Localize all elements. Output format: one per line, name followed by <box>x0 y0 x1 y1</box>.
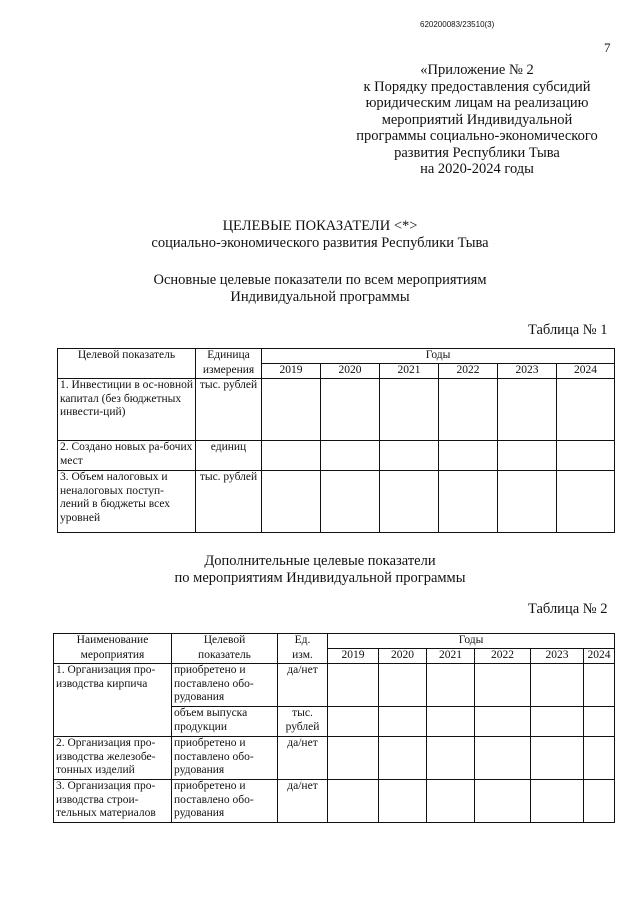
value-cell <box>584 780 615 823</box>
event-cell: 2. Организация про-изводства железобе-тонных изделий <box>54 737 172 780</box>
year-header: 2022 <box>439 364 498 379</box>
value-cell <box>584 737 615 780</box>
column-header-years: Годы <box>262 349 615 364</box>
indicator-cell: 3. Объем налоговых и неналоговых поступ-лений в бюджеты всех уровней <box>58 471 196 533</box>
year-header: 2021 <box>427 649 475 664</box>
value-cell <box>262 379 321 441</box>
value-cell <box>557 471 615 533</box>
heading-line: Основные целевые показатели по всем мероприятиям <box>153 272 487 288</box>
value-cell <box>475 780 531 823</box>
unit-cell: да/нет <box>278 737 328 780</box>
unit-cell: единиц <box>196 441 262 471</box>
value-cell <box>328 664 379 707</box>
value-cell <box>328 780 379 823</box>
year-header: 2024 <box>584 649 615 664</box>
column-header-event-cont: мероприятия <box>54 649 172 664</box>
value-cell <box>498 471 557 533</box>
value-cell <box>427 707 475 737</box>
table-row <box>58 441 615 471</box>
value-cell <box>557 379 615 441</box>
value-cell <box>379 780 427 823</box>
annex-line: на 2020-2024 годы <box>420 161 534 177</box>
value-cell <box>557 441 615 471</box>
table-2 <box>53 633 615 823</box>
title-line: ЦЕЛЕВЫЕ ПОКАЗАТЕЛИ <*> <box>222 218 418 234</box>
value-cell <box>427 780 475 823</box>
table-row <box>54 780 615 823</box>
value-cell <box>328 737 379 780</box>
year-header: 2023 <box>531 649 584 664</box>
document-number: 620200083/23510(3) <box>420 20 495 29</box>
annex-reference <box>320 62 634 178</box>
value-cell <box>531 780 584 823</box>
value-cell <box>427 737 475 780</box>
year-header: 2020 <box>321 364 380 379</box>
annex-line: программы социально-экономического <box>356 128 598 144</box>
value-cell <box>379 664 427 707</box>
event-cell: 1. Организация про-изводства кирпича <box>54 664 172 737</box>
column-header-indicator: Целевой <box>172 634 278 649</box>
value-cell <box>531 664 584 707</box>
indicator-cell: объем выпуска продукции <box>172 707 278 737</box>
heading-line: Дополнительные целевые показатели <box>204 553 436 569</box>
section1-heading <box>0 272 640 306</box>
table1-label: Таблица № 1 <box>528 322 608 338</box>
value-cell <box>584 707 615 737</box>
year-header: 2023 <box>498 364 557 379</box>
value-cell <box>321 379 380 441</box>
value-cell <box>584 664 615 707</box>
year-header: 2021 <box>380 364 439 379</box>
table-row <box>54 737 615 780</box>
event-cell: 3. Организация про-изводства строи-тельных материалов <box>54 780 172 823</box>
column-header-unit: Единица <box>196 349 262 364</box>
unit-cell: тыс. рублей <box>196 379 262 441</box>
column-header-unit: Ед. <box>278 634 328 649</box>
value-cell <box>439 441 498 471</box>
annex-line: к Порядку предоставления субсидий <box>363 78 591 95</box>
value-cell <box>379 737 427 780</box>
column-header-unit-cont: изм. <box>278 649 328 664</box>
unit-cell: тыс. рублей <box>278 707 328 737</box>
annex-line: юридическим лицам на реализацию <box>365 95 589 111</box>
value-cell <box>380 471 439 533</box>
value-cell <box>380 441 439 471</box>
annex-line: «Приложение № 2 <box>420 62 534 78</box>
table-row <box>54 664 615 707</box>
year-header: 2019 <box>262 364 321 379</box>
value-cell <box>427 664 475 707</box>
value-cell <box>475 737 531 780</box>
value-cell <box>328 707 379 737</box>
value-cell <box>531 737 584 780</box>
value-cell <box>379 707 427 737</box>
unit-cell: да/нет <box>278 780 328 823</box>
column-header-unit-cont: измерения <box>196 364 262 379</box>
table2-label: Таблица № 2 <box>528 601 608 617</box>
year-header: 2019 <box>328 649 379 664</box>
heading-line: по мероприятиям Индивидуальной программы <box>174 570 466 586</box>
table-1 <box>57 348 615 533</box>
value-cell <box>262 471 321 533</box>
document-title <box>0 218 640 252</box>
year-header: 2022 <box>475 649 531 664</box>
indicator-cell: 2. Создано новых ра-бочих мест <box>58 441 196 471</box>
year-header: 2020 <box>379 649 427 664</box>
indicator-cell: приобретено и поставлено обо-рудования <box>172 780 278 823</box>
value-cell <box>475 664 531 707</box>
column-header-years: Годы <box>328 634 615 649</box>
column-header-event: Наименование <box>54 634 172 649</box>
annex-line: мероприятий Индивидуальной <box>381 111 573 128</box>
indicator-cell: 1. Инвестиции в ос-новной капитал (без бюджетных инвести-ций) <box>58 379 196 441</box>
unit-cell: тыс. рублей <box>196 471 262 533</box>
heading-line: Индивидуальной программы <box>230 289 410 305</box>
value-cell <box>439 379 498 441</box>
page-number: 7 <box>604 40 611 55</box>
indicator-cell: приобретено и поставлено обо-рудования <box>172 664 278 707</box>
value-cell <box>439 471 498 533</box>
value-cell <box>531 707 584 737</box>
value-cell <box>321 441 380 471</box>
value-cell <box>498 441 557 471</box>
annex-line: развития Республики Тыва <box>394 144 560 161</box>
title-line: социально-экономического развития Республики Тыва <box>151 235 489 251</box>
value-cell <box>321 471 380 533</box>
indicator-cell: приобретено и поставлено обо-рудования <box>172 737 278 780</box>
column-header-indicator: Целевой показатель <box>58 349 196 379</box>
value-cell <box>498 379 557 441</box>
value-cell <box>262 441 321 471</box>
year-header: 2024 <box>557 364 615 379</box>
table-row <box>58 471 615 533</box>
section2-heading <box>0 553 640 587</box>
table-row <box>58 379 615 441</box>
column-header-indicator-cont: показатель <box>172 649 278 664</box>
value-cell <box>475 707 531 737</box>
unit-cell: да/нет <box>278 664 328 707</box>
value-cell <box>380 379 439 441</box>
